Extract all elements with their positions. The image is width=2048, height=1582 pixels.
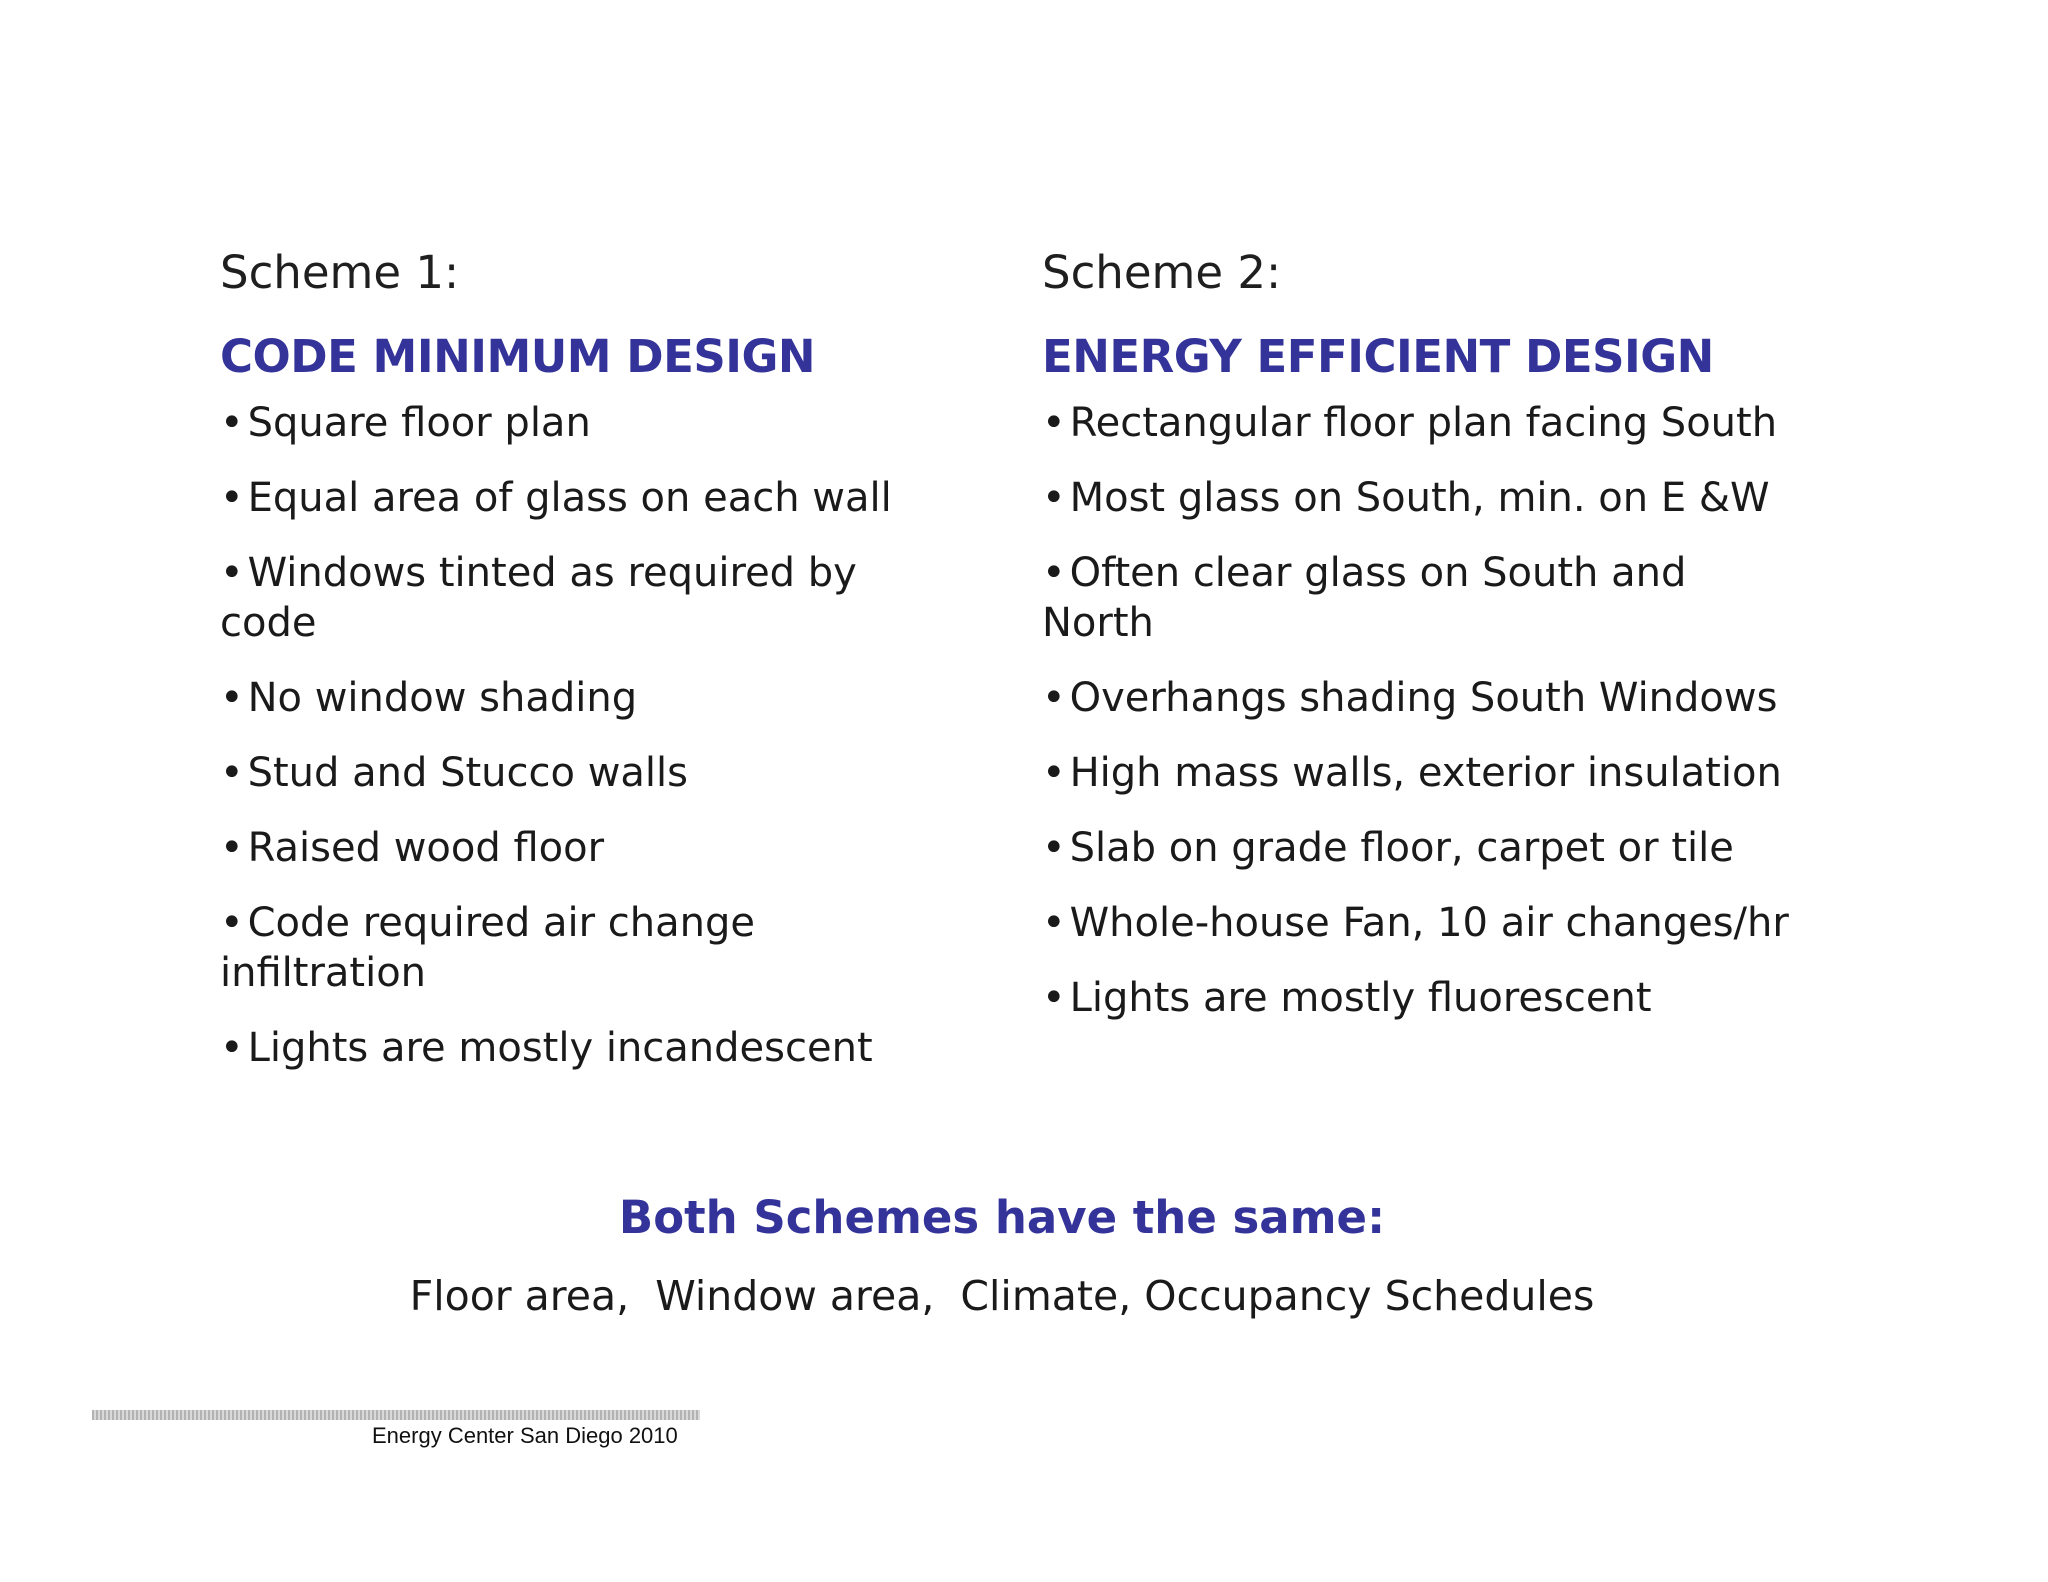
list-item [1042,748,1862,798]
list-item [220,673,960,723]
list-item [1042,823,1862,873]
bullet-icon: • [220,1025,244,1071]
both-schemes-values: Floor area, Window area, Climate, Occupancy Schedules [409,1272,1595,1320]
list-item-text: Code required air change infiltration [220,900,756,996]
bullet-icon: • [220,550,244,596]
bullet-icon: • [1042,750,1066,796]
bullet-icon: • [220,475,244,521]
list-item-text: Windows tinted as required by code [220,550,857,646]
list-item-text: Square floor plan [247,400,591,446]
scheme-1-list [220,398,960,1073]
list-item-text: Lights are mostly fluorescent [1069,975,1652,1021]
list-item [1042,398,1862,448]
list-item [220,748,960,798]
scheme-2-label: Scheme 2: [1042,246,1282,299]
list-item [220,823,960,873]
list-item [1042,548,1742,648]
list-item-text: High mass walls, exterior insulation [1069,750,1782,796]
list-item-text: Raised wood floor [247,825,605,871]
list-item-text: Lights are mostly incandescent [247,1025,873,1071]
list-item [220,473,960,523]
scheme-1-column [220,238,960,1073]
list-item-text: Rectangular floor plan facing South [1069,400,1778,446]
list-item-text: Stud and Stucco walls [247,750,688,796]
bullet-icon: • [1042,825,1066,871]
list-item-text: Often clear glass on South and North [1042,550,1687,646]
list-item [220,398,960,448]
both-schemes-heading: Both Schemes have the same: [618,1191,1386,1244]
bullet-icon: • [1042,550,1066,596]
scheme-2-column [1042,238,1862,1023]
scheme-2-list [1042,398,1862,1023]
list-item [1042,973,1862,1023]
bullet-icon: • [1042,400,1066,446]
list-item-text: Overhangs shading South Windows [1069,675,1778,721]
list-item-text: Equal area of glass on each wall [247,475,892,521]
list-item-text: Whole-house Fan, 10 air changes/hr [1069,900,1789,946]
scheme-1-label: Scheme 1: [220,246,460,299]
bullet-icon: • [220,750,244,796]
bullet-icon: • [1042,900,1066,946]
bullet-icon: • [220,400,244,446]
bullet-icon: • [220,675,244,721]
list-item-text: Most glass on South, min. on E &W [1069,475,1770,521]
scheme-1-title: CODE MINIMUM DESIGN [220,330,816,383]
list-item [1042,673,1862,723]
scheme-2-title: ENERGY EFFICIENT DESIGN [1042,330,1714,383]
bullet-icon: • [220,900,244,946]
bullet-icon: • [220,825,244,871]
list-item-text: Slab on grade floor, carpet or tile [1069,825,1734,871]
bullet-icon: • [1042,975,1066,1021]
list-item-text: No window shading [247,675,638,721]
footer-divider [92,1410,700,1420]
bullet-icon: • [1042,475,1066,521]
list-item [220,548,860,648]
footer-credit: Energy Center San Diego 2010 [372,1423,678,1448]
list-item [1042,898,1862,948]
list-item [220,1023,960,1073]
list-item [220,898,820,998]
list-item [1042,473,1862,523]
bullet-icon: • [1042,675,1066,721]
